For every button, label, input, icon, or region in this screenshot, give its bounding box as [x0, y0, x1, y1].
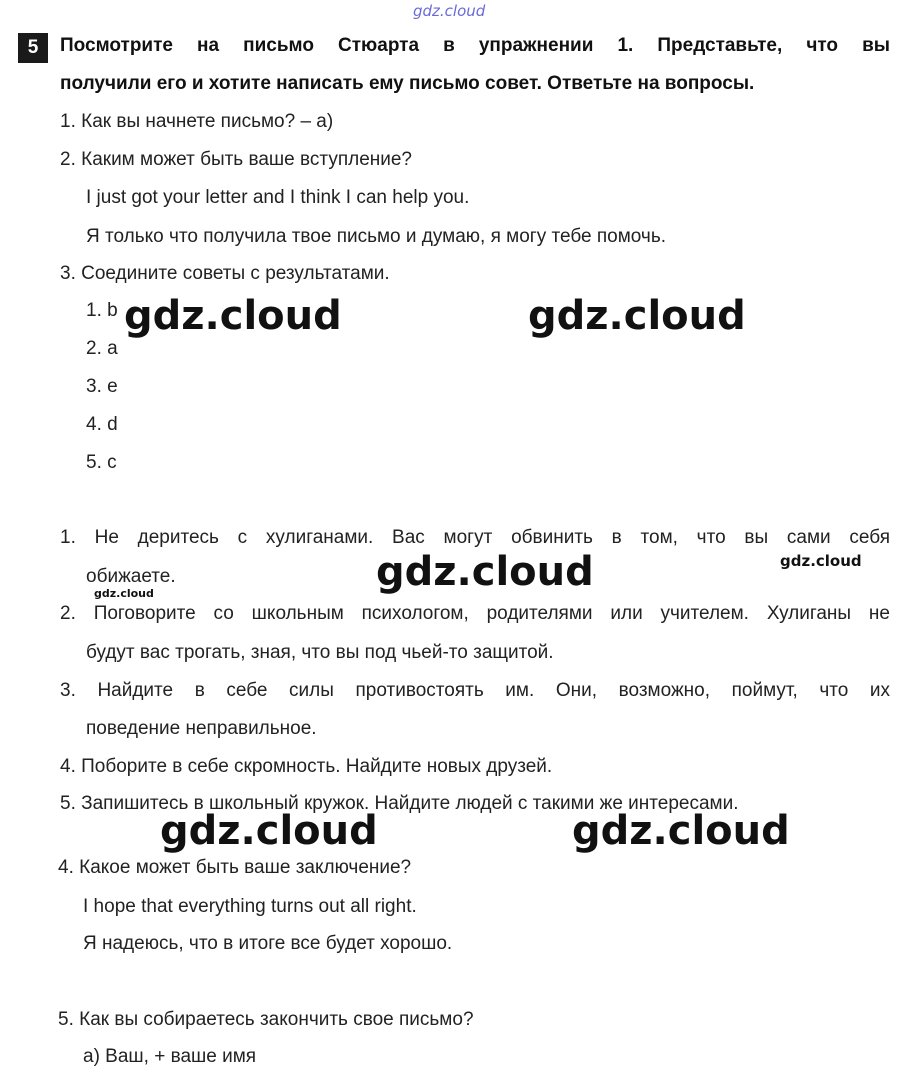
- question-1: 1. Как вы начнете письмо? – а): [60, 111, 334, 132]
- heading-line-1: Посмотрите на письмо Стюарта в упражнении 1. Представьте, что вы: [60, 35, 890, 56]
- question-3: 3. Соедините советы с результатами.: [60, 263, 390, 284]
- answer-4-ru: Я надеюсь, что в итоге все будет хорошо.: [83, 933, 453, 954]
- match-item-4: 4. d: [86, 414, 118, 435]
- advice-2-line-2: будут вас трогать, зная, что вы под чьей-то защитой.: [86, 642, 554, 663]
- match-item-2: 2. a: [86, 338, 118, 359]
- advice-5: 5. Запишитесь в школьный кружок. Найдите людей с такими же интересами.: [60, 793, 739, 814]
- question-5: 5. Как вы собираетесь закончить свое письмо?: [58, 1009, 474, 1030]
- answer-5: а) Ваш, + ваше имя: [83, 1046, 257, 1067]
- advice-4: 4. Поборите в себе скромность. Найдите новых друзей.: [60, 756, 553, 777]
- advice-3-line-1: 3. Найдите в себе силы противостоять им. Они, возможно, поймут, что их: [60, 680, 890, 701]
- watermark: gdz.cloud: [780, 552, 862, 570]
- advice-1-line-2: обижаете.: [86, 566, 176, 587]
- watermark: gdz.cloud: [124, 293, 342, 339]
- advice-2-line-1: 2. Поговорите со школьным психологом, родителями или учителем. Хулиганы не: [60, 603, 890, 624]
- watermark: gdz.cloud: [376, 549, 594, 595]
- advice-3-line-2: поведение неправильное.: [86, 718, 317, 739]
- heading-line-2: получили его и хотите написать ему письмо совет. Ответьте на вопросы.: [60, 73, 755, 94]
- answer-4-en: I hope that everything turns out all right.: [83, 896, 417, 917]
- match-item-3: 3. e: [86, 376, 118, 397]
- watermark: gdz.cloud: [160, 808, 378, 854]
- advice-1-line-1: 1. Не деритесь с хулиганами. Вас могут обвинить в том, что вы сами себя: [60, 527, 890, 548]
- answer-2-ru: Я только что получила твое письмо и думаю, я могу тебе помочь.: [86, 226, 667, 247]
- watermark: gdz.cloud: [528, 293, 746, 339]
- match-item-5: 5. c: [86, 452, 117, 473]
- watermark: gdz.cloud: [572, 808, 790, 854]
- match-item-1: 1. b: [86, 300, 118, 321]
- question-4: 4. Какое может быть ваше заключение?: [58, 857, 412, 878]
- answer-2-en: I just got your letter and I think I can help you.: [86, 187, 470, 208]
- watermark: gdz.cloud: [94, 587, 154, 600]
- exercise-number-badge: 5: [18, 33, 48, 63]
- question-2: 2. Каким может быть ваше вступление?: [60, 149, 413, 170]
- watermark-top: gdz.cloud: [413, 2, 486, 20]
